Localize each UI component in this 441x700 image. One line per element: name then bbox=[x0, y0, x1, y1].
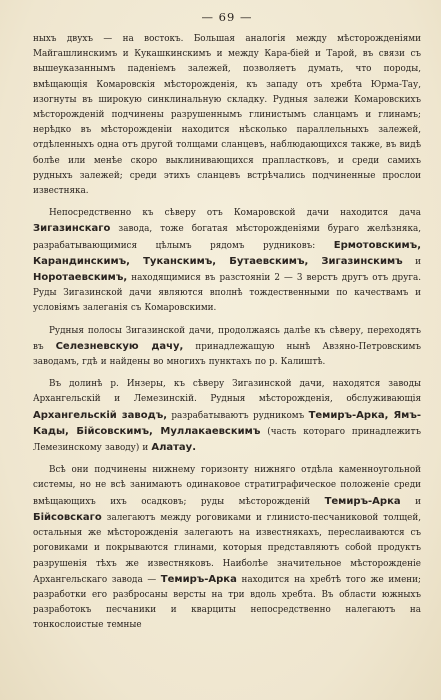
bold-term: Темиръ-Арка bbox=[324, 495, 401, 507]
text-run: Рудныя полосы Зигазинской дачи, продолжаясь далѣе къ сѣверу, переходятъ въ bbox=[33, 325, 421, 352]
bold-term: Архангельскій заводъ, bbox=[33, 409, 168, 421]
text-run: Непосредственно къ сѣверу отъ Комаровской дачи находится дача bbox=[49, 208, 421, 219]
paragraph bbox=[33, 32, 421, 199]
text-run: принадлежащую нынѣ Авзяно-Петровскимъ заводамъ, гдѣ и найдены во многихъ пунктахъ по р. Калиштѣ. bbox=[33, 341, 421, 368]
text-run: находящимися въ разстояніи 2 — 3 верстъ другъ отъ друга. Руды Зигазинской дачи являются вполнѣ тождественными по качествамъ и условіямъ залеганія съ Комаровскими. bbox=[33, 273, 421, 314]
bold-term: Темиръ-Арка bbox=[160, 573, 237, 585]
text-run: завода, тоже богатая мѣсторожденіями бураго желѣзняка, разрабатывающимися цѣлымъ рядомъ рудниковъ: bbox=[33, 224, 421, 251]
bold-term: Зигазинскаго bbox=[33, 223, 111, 235]
body-text bbox=[33, 32, 421, 634]
text-run: и bbox=[400, 496, 421, 507]
bold-term: Ермотовскимъ, Карандинскимъ, Туканскимъ, Бутаевскимъ, Зигазинскимъ bbox=[33, 239, 421, 267]
paragraph bbox=[33, 463, 421, 633]
bold-term: Темиръ-Арка, Ямъ-Кады, Бійсовскимъ, Муллакаевскимъ bbox=[33, 409, 421, 437]
paragraph bbox=[33, 206, 421, 316]
paragraph bbox=[33, 324, 421, 371]
text-run: Всѣ они подчинены нижнему горизонту нижняго отдѣла каменноугольной системы, но не всѣ занимаютъ одинаковое стратиграфическое положеніе среди вмѣщающихъ ихъ осадковъ; руды мѣсторожденій bbox=[33, 465, 421, 507]
text-run: и bbox=[402, 256, 421, 267]
page-number: — 69 — bbox=[201, 10, 253, 24]
bold-term: Норотаевскимъ, bbox=[33, 272, 128, 284]
text-run: (часть котораго принадлежитъ Лемезинскому заводу) и bbox=[33, 426, 422, 454]
text-run: Въ долинѣ р. Инзеры, къ сѣверу Зигазинской дачи, находятся заводы Архангельскій и Лемезинскій. Рудныя мѣсторожденія, обслуживающія bbox=[33, 379, 421, 405]
text-run: залегаютъ между роговиками и глинисто-песчаниковой толщей, остальныя же мѣсторожденія залегаютъ на известнякахъ, переслаиваются съ роговиками и покрываются глинами, которыя представляютъ собой продуктъ разрушенія тѣхъ же известняковъ. Наиболѣе значительное мѣсторожденіе Архангельскаго завода — bbox=[33, 512, 421, 585]
paragraph bbox=[33, 377, 421, 456]
bold-term: Бійсовскаго bbox=[33, 511, 102, 523]
bold-term: Алатау. bbox=[151, 442, 197, 454]
text-run: находится на хребтѣ того же имени; разработки его разбросаны версты на три вдоль хребта. Въ области южныхъ разработокъ песчаники и кварциты непосредственно налегаютъ на тонкослоистые темные bbox=[33, 574, 421, 631]
text-run: разрабатываютъ рудникомъ bbox=[167, 410, 309, 421]
text-run: ныхъ двухъ — на востокъ. Большая аналогія между мѣсторожденіями Майгашлинскимъ и Кукашкинскимъ и между Кара-біей и Тарой, въ связи съ вышеуказаннымъ паденіемъ залежей, позволяетъ думать, что породы, вмѣщающія Комаровскія мѣсторожденія, къ западу отъ хребта Юрма-Тау, изогнуты въ широкую синклинальную складку. Рудныя залежи Комаровскихъ мѣсторожденій подчинены разрушеннымъ глинистымъ сланцамъ и глинамъ; нерѣдко въ мѣсторожденіи находится нѣсколько параллельныхъ залежей, отдѣленныхъ одна отъ другой толщами сланцевъ, наблюдающихся также, въ видѣ болѣе или менѣе скоро выклинивающихся прапластковъ, и среди самихъ рудныхъ залежей; среди этихъ сланцевъ встрѣчались подчиненные прослои известняка. bbox=[33, 34, 421, 197]
bold-term: Селезневскую дачу, bbox=[55, 340, 184, 352]
